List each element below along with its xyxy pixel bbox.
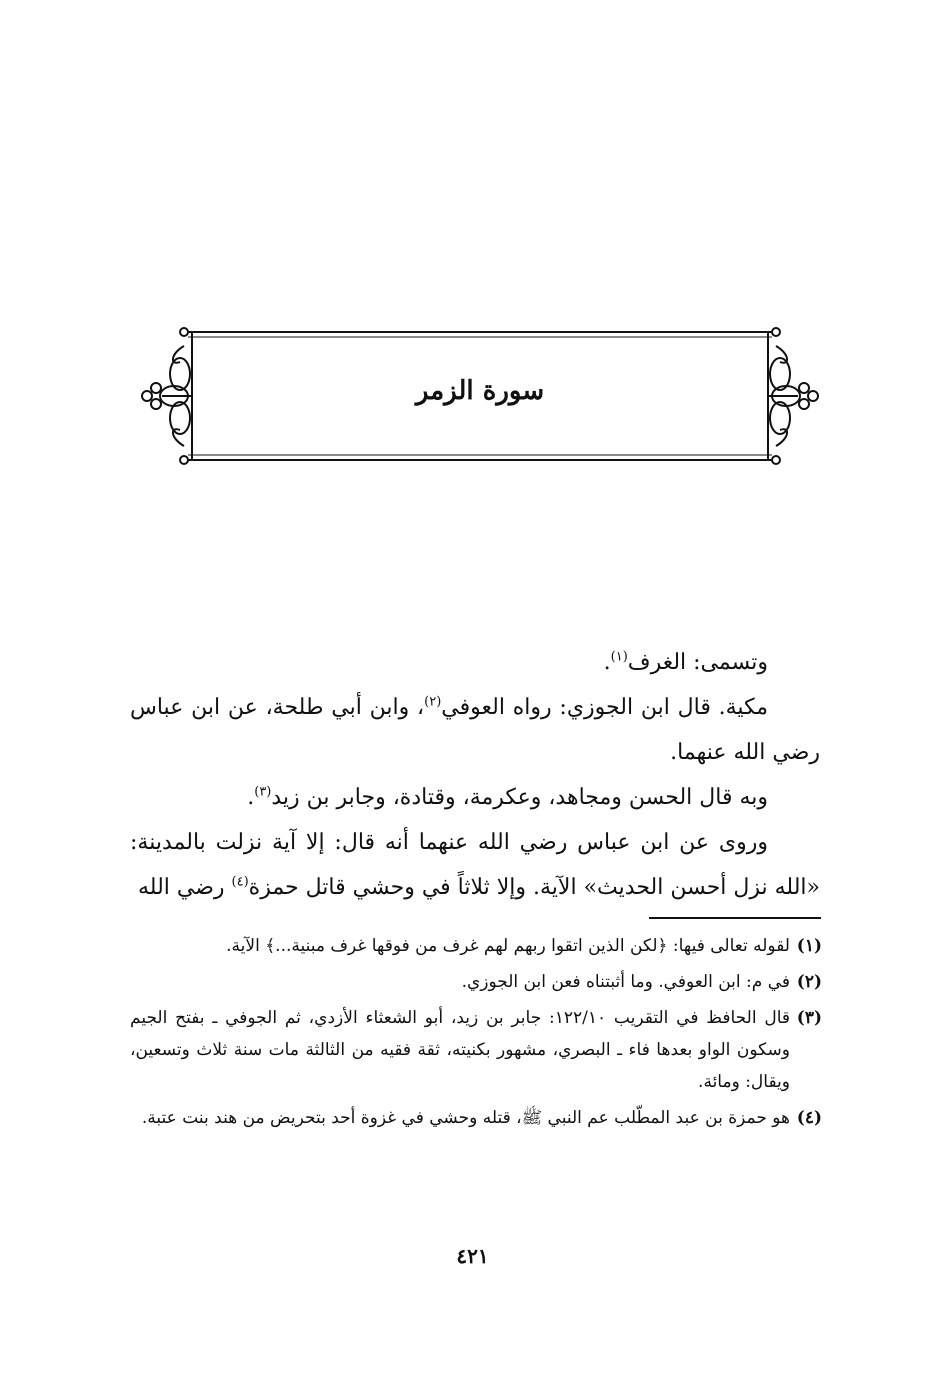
footnote-text: لقوله تعالى فيها: ﴿لكن الذين اتقوا ربهم لهم غرف من فوقها غرف مبنية...﴾ الآية. bbox=[226, 936, 790, 956]
footnote-ref[interactable]: (١) bbox=[610, 649, 628, 665]
footnote-number: (١) bbox=[796, 936, 822, 956]
footnote-3 bbox=[130, 1002, 822, 1098]
paragraph-3 bbox=[130, 775, 820, 820]
paragraph-text: رضي الله bbox=[138, 875, 232, 900]
paragraph-text: ، وابن أبي طلحة، عن ابن عباس رضي الله عنهما. bbox=[130, 695, 820, 765]
footnotes bbox=[130, 930, 822, 1138]
footnote-number: (٤) bbox=[796, 1108, 822, 1128]
paragraph-4 bbox=[130, 820, 820, 910]
footnote-1 bbox=[130, 930, 822, 962]
footnote-2 bbox=[130, 966, 822, 998]
paragraph-text: مكية. قال ابن الجوزي: رواه العوفي bbox=[441, 695, 769, 720]
footnote-number: (٢) bbox=[796, 972, 822, 992]
footnote-text: قال الحافظ في التقريب ١٢٢/١٠: جابر بن زيد، أبو الشعثاء الأزدي، ثم الجوفي ـ بفتح الجيم وسكون الواو بعدها فاء ـ البصري، مشهور بكنيته، ثقة فقيه من الثالثة مات سنة ثلاث وتسعين، ويقال: ومائة. bbox=[130, 1008, 790, 1092]
main-text bbox=[130, 640, 820, 910]
paragraph-text: . bbox=[247, 785, 255, 810]
surah-title: سورة الزمر bbox=[415, 376, 545, 406]
footnote-4 bbox=[130, 1102, 822, 1134]
paragraph-2 bbox=[130, 685, 820, 775]
footnote-text: هو حمزة بن عبد المطّلب عم النبي ﷺ، قتله وحشي في غزوة أحد بتحريض من هند بنت عتبة. bbox=[141, 1108, 790, 1128]
paragraph-text: وبه قال الحسن ومجاهد، وعكرمة، وقتادة، وجابر بن زيد bbox=[271, 785, 768, 810]
footnote-ref[interactable]: (٣) bbox=[254, 784, 272, 800]
footnote-ref[interactable]: (٤) bbox=[231, 874, 249, 890]
footnote-text: في م: ابن العوفي. وما أثبتناه فعن ابن الجوزي. bbox=[461, 972, 790, 992]
paragraph-text: . bbox=[603, 650, 611, 675]
page-number: ٤٢١ bbox=[456, 1244, 489, 1268]
surah-title-frame bbox=[140, 322, 820, 470]
paragraph-1 bbox=[130, 640, 820, 685]
paragraph-text: وروى عن ابن عباس رضي الله عنهما أنه قال: إلا آية نزلت بالمدينة: «الله نزل أحسن الحديث» الآية. وإلا ثلاثاً في وحشي قاتل حمزة bbox=[130, 830, 820, 900]
footnote-ref[interactable]: (٢) bbox=[424, 694, 442, 710]
footnote-separator bbox=[649, 917, 821, 919]
paragraph-text: وتسمى: الغرف bbox=[627, 650, 768, 675]
footnote-number: (٣) bbox=[796, 1008, 822, 1028]
